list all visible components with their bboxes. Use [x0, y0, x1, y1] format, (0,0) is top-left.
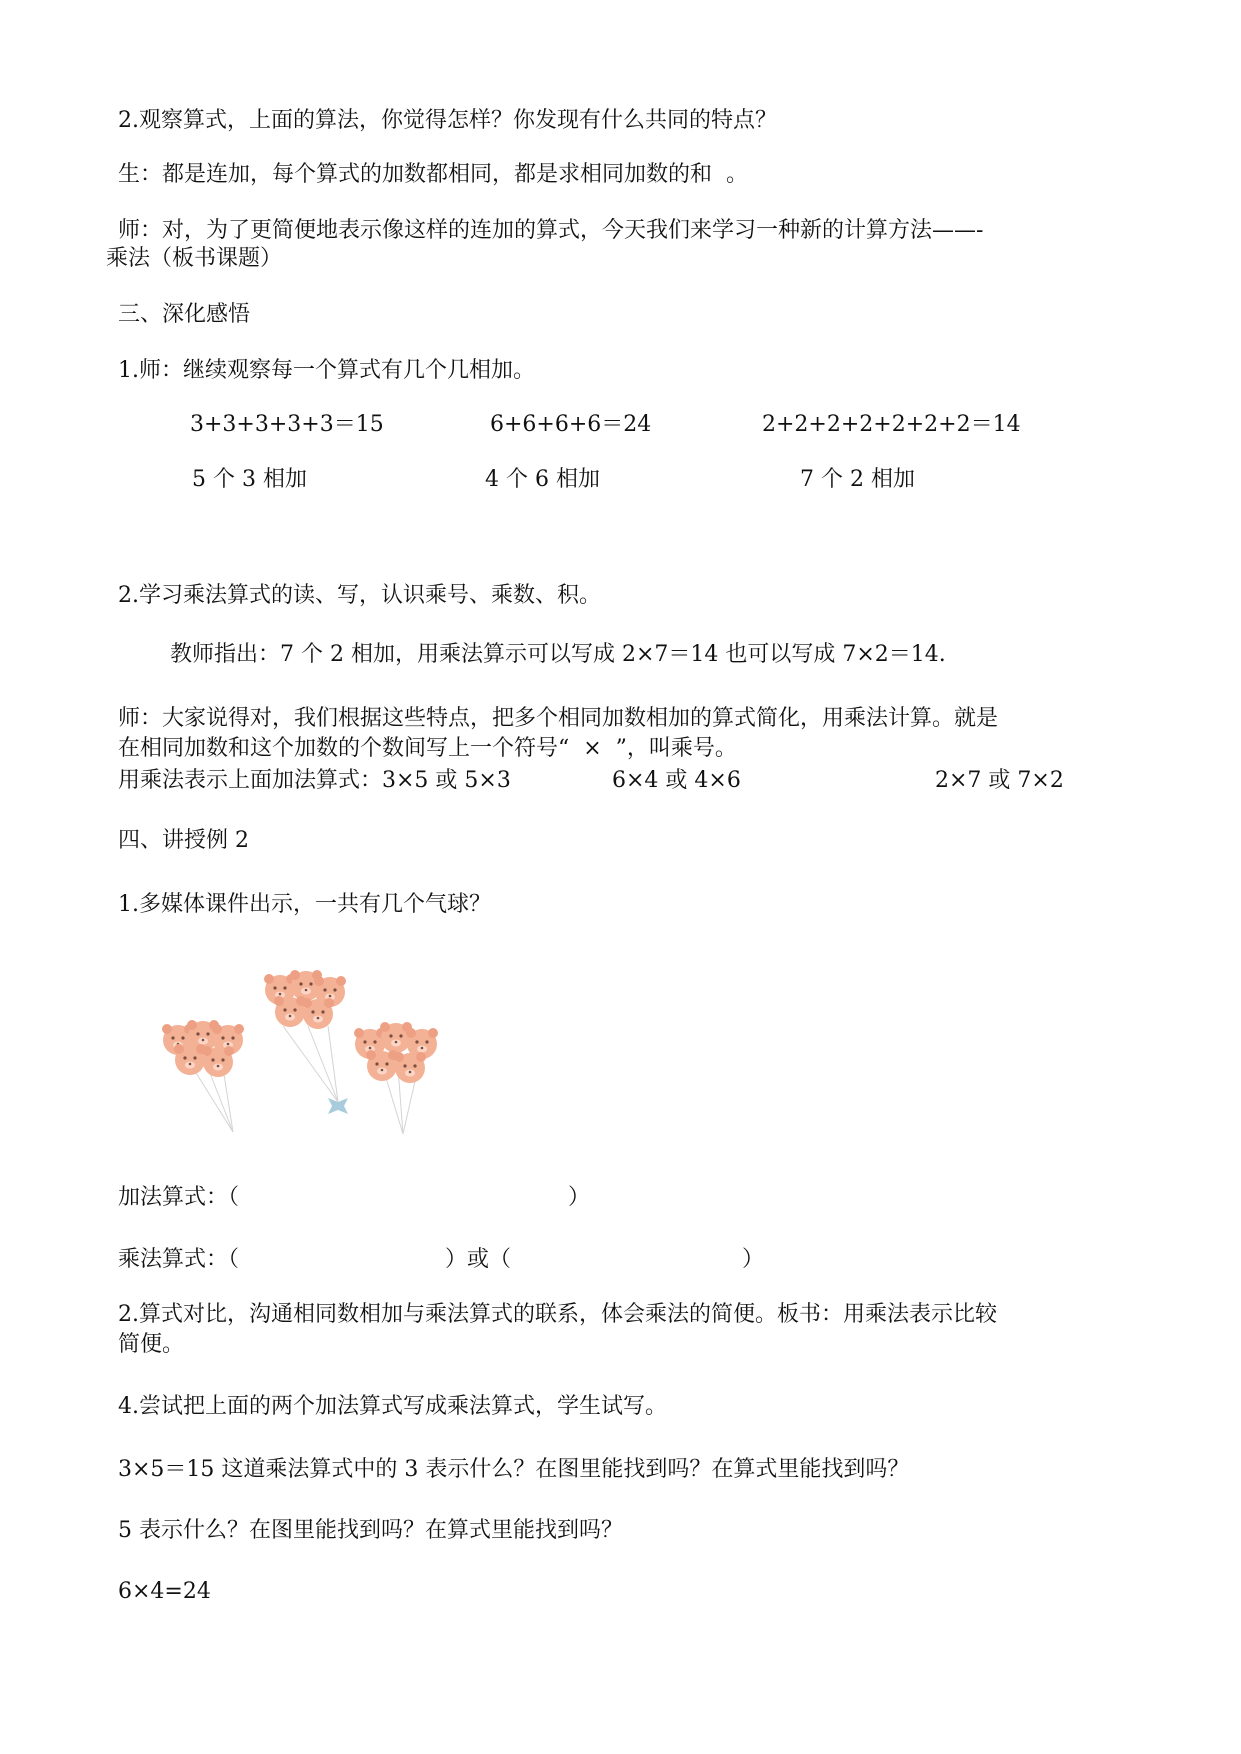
equation-3: 2+2+2+2+2+2+2＝14 — [762, 412, 1021, 437]
teacher-line-1: 师：对，为了更简便地表示像这样的连加的算式，今天我们来学习一种新的计算方法——- — [118, 218, 984, 243]
multiplication-forms-c: 2×7 或 7×2 — [935, 768, 1064, 793]
step-4: 4.尝试把上面的两个加法算式写成乘法算式，学生试写。 — [118, 1394, 667, 1419]
step-2-compare-2: 简便。 — [118, 1332, 185, 1357]
question-3x5: 3×5＝15 这道乘法算式中的 3 表示什么？在图里能找到吗？在算式里能找到吗？ — [118, 1457, 910, 1482]
addition-label: 加法算式：（ — [118, 1185, 240, 1210]
equation-1-desc: 5 个 3 相加 — [192, 467, 307, 492]
multiplication-forms-b: 6×4 或 4×6 — [612, 768, 741, 793]
teacher-line-2: 乘法（板书课题） — [106, 246, 283, 271]
multiplication-forms-a: 用乘法表示上面加法算式：3×5 或 5×3 — [118, 768, 511, 793]
section-4-heading: 四、讲授例 2 — [118, 828, 249, 853]
equation-3-desc: 7 个 2 相加 — [800, 467, 915, 492]
student-answer: 生：都是连加，每个算式的加数都相同，都是求相同加数的和 。 — [118, 162, 748, 187]
equation-2-desc: 4 个 6 相加 — [485, 467, 600, 492]
multiplication-label: 乘法算式：（ — [118, 1247, 240, 1272]
addition-close: ） — [568, 1185, 591, 1210]
teacher-explain-2: 在相同加数和这个加数的个数间写上一个符号“ × ”，叫乘号。 — [118, 736, 737, 761]
section-3-heading: 三、深化感悟 — [118, 302, 251, 327]
multiplication-close: ） — [742, 1247, 765, 1272]
equation-1: 3+3+3+3+3＝15 — [190, 412, 384, 437]
equation-2: 6+6+6+6＝24 — [490, 412, 652, 437]
step-2: 2.学习乘法算式的读、写，认识乘号、乘数、积。 — [118, 583, 601, 608]
equation-6x4: 6×4=24 — [118, 1579, 211, 1604]
teacher-explain-1: 师：大家说得对，我们根据这些特点，把多个相同加数相加的算式简化，用乘法计算。就是 — [118, 706, 999, 731]
question-5: 5 表示什么？在图里能找到吗？在算式里能找到吗？ — [118, 1518, 623, 1543]
step-2-compare-1: 2.算式对比，沟通相同数相加与乘法算式的联系，体会乘法的简便。板书：用乘法表示比较 — [118, 1302, 997, 1327]
example-question: 1.多媒体课件出示，一共有几个气球？ — [118, 892, 491, 917]
step-1: 1.师：继续观察每一个算式有几个几相加。 — [118, 358, 535, 383]
question-2: 2.观察算式，上面的算法，你觉得怎样？你发现有什么共同的特点？ — [118, 108, 777, 133]
multiplication-or: ）或（ — [445, 1247, 512, 1272]
teacher-note: 教师指出：7 个 2 相加，用乘法算示可以写成 2×7＝14 也可以写成 7×2＝14. — [170, 642, 946, 667]
bear-balloon-bunches-icon — [148, 968, 478, 1144]
